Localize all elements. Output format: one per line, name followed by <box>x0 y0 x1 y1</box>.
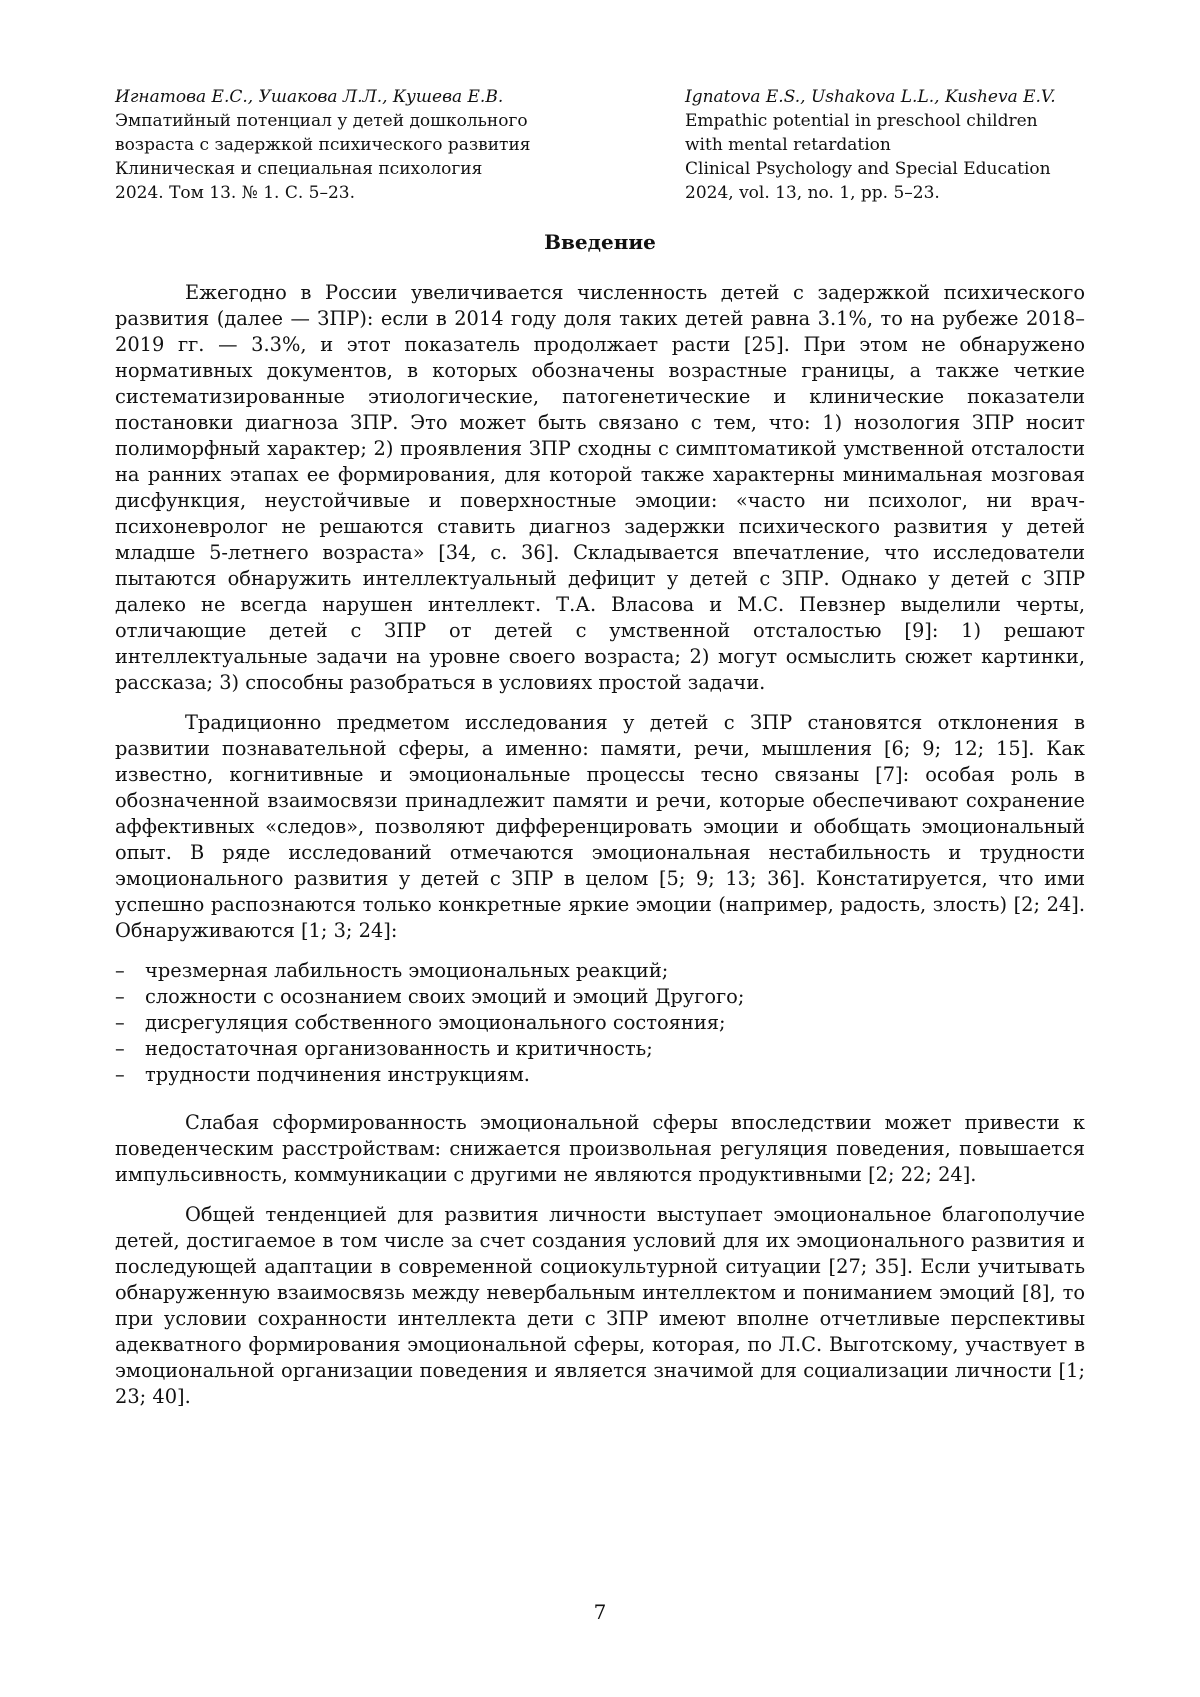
header-authors-en: Ignatova E.S., Ushakova L.L., Kusheva E.V. <box>685 87 1056 107</box>
list-item-text: дисрегуляция собственного эмоционального состояния; <box>145 1011 726 1034</box>
header-authors-ru: Игнатова Е.С., Ушакова Л.Л., Кушева Е.В. <box>115 87 504 107</box>
list-dash: – <box>115 985 125 1008</box>
page-number: 7 <box>593 1600 607 1624</box>
header-title-ru-line1: Эмпатийный потенциал у детей дошкольного <box>115 111 528 131</box>
list-item-text: сложности с осознанием своих эмоций и эмоций Другого; <box>145 985 745 1008</box>
list-item <box>115 1010 1085 1036</box>
header-journal-en: Clinical Psychology and Special Education <box>685 159 1051 179</box>
paragraph-2: Традиционно предметом исследования у детей с ЗПР становятся отклонения в развитии познавательной сферы, а именно: памяти, речи, мышления [6; 9; 12; 15]. Как известно, когнитивные и эмоциональные процессы тесно связаны [7]: особая роль в обозначенной взаимосвязи принадлежит памяти и речи, которые обеспечивают сохранение аффективных «следов», позволяют дифференцировать эмоции и обобщать эмоциональный опыт. В ряде исследований отмечаются эмоциональная нестабильность и трудности эмоционального развития у детей с ЗПР в целом [5; 9; 13; 36]. Констатируется, что ими успешно распознаются только конкретные яркие эмоции (например, радость, злость) [2; 24]. Обнаруживаются [1; 3; 24]: <box>115 711 1085 942</box>
section-title: Введение <box>544 230 656 254</box>
list-item-text: чрезмерная лабильность эмоциональных реакций; <box>145 959 669 982</box>
paragraph-1: Ежегодно в России увеличивается численность детей с задержкой психического развития (далее — ЗПР): если в 2014 году доля таких детей равна 3.1%, то на рубеже 2018–2019 гг. — 3.3%, и этот показатель продолжает расти [25]. При этом не обнаружено нормативных документов, в которых обозначены возрастные границы, а также четкие систематизированные этиологические, патогенетические и клинические показатели постановки диагноза ЗПР. Это может быть связано с тем, что: 1) нозология ЗПР носит полиморфный характер; 2) проявления ЗПР сходны с симптоматикой умственной отсталости на ранних этапах ее формирования, для которой также характерны минимальная мозговая дисфункция, неустойчивые и поверхностные эмоции: «часто ни психолог, ни врач-психоневролог не решаются ставить диагноз задержки психического развития у детей младше 5-летнего возраста» [34, с. 36]. Складывается впечатление, что исследователи пытаются обнаружить интеллектуальный дефицит у детей с ЗПР. Однако у детей с ЗПР далеко не всегда нарушен интеллект. Т.А. Власова и М.С. Певзнер выделили черты, отличающие детей с ЗПР от детей с умственной отсталостью [9]: 1) решают интеллектуальные задачи на уровне своего возраста; 2) могут осмыслить сюжет картинки, рассказа; 3) способны разобраться в условиях простой задачи. <box>115 281 1085 694</box>
list-dash: – <box>115 959 125 982</box>
list-dash: – <box>115 1063 125 1086</box>
header-issue-ru: 2024. Том 13. № 1. С. 5–23. <box>115 183 355 203</box>
header-issue-en: 2024, vol. 13, no. 1, pp. 5–23. <box>685 183 940 203</box>
header-english <box>685 85 1085 205</box>
list-item <box>115 984 1085 1010</box>
header-title-en-line1: Empathic potential in preschool children <box>685 111 1038 131</box>
list-item <box>115 1036 1085 1062</box>
list-dash: – <box>115 1011 125 1034</box>
list-item-text: недостаточная организованность и критичность; <box>145 1037 653 1060</box>
header-title-ru-line2: возраста с задержкой психического развития <box>115 135 531 155</box>
list-item <box>115 958 1085 984</box>
running-header <box>115 85 1085 205</box>
article-body <box>115 280 1085 1424</box>
header-journal-ru: Клиническая и специальная психология <box>115 159 483 179</box>
list-dash: – <box>115 1037 125 1060</box>
header-title-en-line2: with mental retardation <box>685 135 891 155</box>
symptom-list <box>115 958 1085 1088</box>
paragraph-3: Слабая сформированность эмоциональной сферы впоследствии может привести к поведенческим расстройствам: снижается произвольная регуляция поведения, повышается импульсивность, коммуникации с другими не являются продуктивными [2; 22; 24]. <box>115 1111 1085 1186</box>
header-russian <box>115 85 555 205</box>
list-item-text: трудности подчинения инструкциям. <box>145 1063 530 1086</box>
paragraph-4: Общей тенденцией для развития личности выступает эмоциональное благополучие детей, достигаемое в том числе за счет создания условий для их эмоционального развития и последующей адаптации в современной социокультурной ситуации [27; 35]. Если учитывать обнаруженную взаимосвязь между невербальным интеллектом и пониманием эмоций [8], то при условии сохранности интеллекта дети с ЗПР имеют вполне отчетливые перспективы адекватного формирования эмоциональной сферы, которая, по Л.С. Выготскому, участвует в эмоциональной организации поведения и является значимой для социализации личности [1; 23; 40]. <box>115 1203 1085 1408</box>
list-item <box>115 1062 1085 1088</box>
